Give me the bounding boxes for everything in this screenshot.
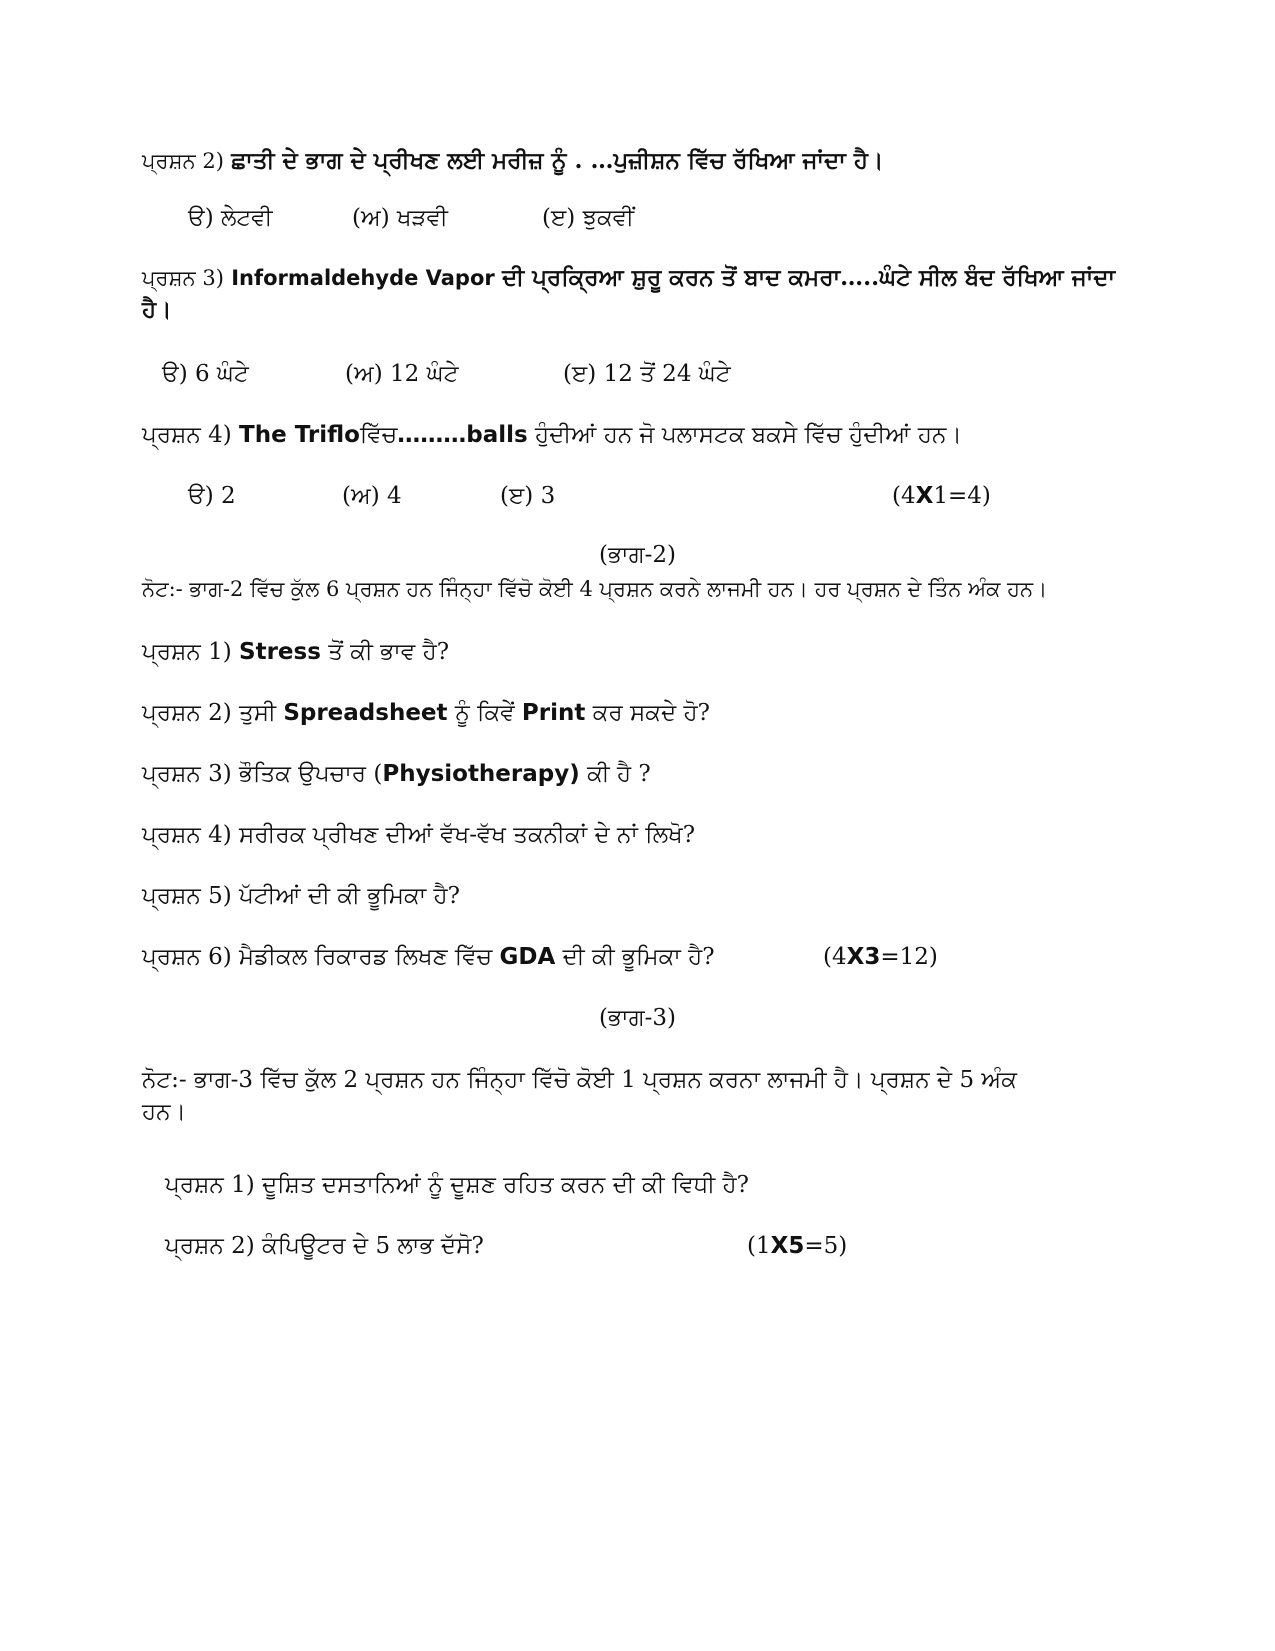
question-2 — [165, 1231, 484, 1261]
question-text: ਦੀ ਕੀ ਭੂਮਿਕਾ ਹੈ? — [562, 944, 715, 970]
option-b: (ਅ) 12 ਘੰਟੇ — [345, 361, 459, 387]
question-number: ਪ੍ਰਸ਼ਨ 4) — [142, 422, 232, 448]
question-pre: ਮੈਡੀਕਲ ਰਿਕਾਰਡ ਲਿਖਣ ਵਿੱਚ — [239, 944, 493, 970]
question-text: ਕੀ ਹੈ ? — [587, 761, 651, 787]
marks-part-3 — [747, 1231, 847, 1261]
option-b: (ਅ) ਖੜਵੀ — [352, 205, 448, 231]
question-text: ਹੁੰਦੀਆਂ ਹਨ ਜੋ ਪਲਾਸਟਕ ਬਕਸੇ ਵਿੱਚ ਹੁੰਦੀਆਂ ਹਨ। — [535, 422, 962, 448]
question-2 — [142, 698, 710, 728]
question-pre: ਭੌਤਿਕ ਉਪਚਾਰ ( — [239, 761, 383, 787]
marks-prefix: (1 — [747, 1233, 771, 1259]
question-number: ਪ੍ਰਸ਼ਨ 3) — [142, 266, 224, 290]
question-1 — [142, 637, 449, 667]
option-a: ੳ) 2 — [188, 483, 236, 509]
question-4 — [142, 420, 962, 450]
question-text: ਕਰ ਸਕਦੇ ਹੋ? — [592, 700, 710, 726]
question-3 — [142, 759, 651, 789]
question-blank: ………balls — [397, 422, 528, 448]
marks-prefix: (4 — [892, 483, 916, 509]
section-note-part-3: ਨੋਟ:- ਭਾਗ-3 ਵਿੱਚ ਕੁੱਲ 2 ਪ੍ਰਸ਼ਨ ਹਨ ਜਿੰਨ੍ਹਾ ਵਿੱਚੋ ਕੋਈ 1 ਪ੍ਰਸ਼ਨ ਕਰਨਾ ਲਾਜਮੀ ਹੈ। ਪ੍ਰਸ਼ਨ ਦੇ 5 ਅੰਕ ਹਨ। — [142, 1067, 1017, 1125]
question-term: GDA — [499, 944, 556, 970]
question-mid: ਨੂੰ ਕਿਵੇਂ — [454, 700, 515, 726]
question-term-2: Print — [521, 700, 586, 726]
question-text: ਕੰਪਿਊਟਰ ਦੇ 5 ਲਾਭ ਦੱਸੋ? — [262, 1233, 484, 1259]
option-a: ੳ) ਲੇਟਵੀ — [188, 205, 273, 231]
marks-prefix: (4 — [823, 944, 847, 970]
question-3 — [142, 262, 1122, 326]
section-heading-part-3: (ਭਾਗ-3) — [598, 1005, 677, 1031]
question-term: Stress — [239, 639, 321, 665]
question-number: ਪ੍ਰਸ਼ਨ 6) — [142, 944, 232, 970]
option-c: (ੲ) ਝੁਕਵੀਂ — [542, 205, 635, 231]
question-6 — [142, 942, 715, 972]
question-number: ਪ੍ਰਸ਼ਨ 5) — [142, 883, 232, 909]
question-1 — [165, 1170, 749, 1200]
question-text: ਸਰੀਰਕ ਪ੍ਰੀਖਣ ਦੀਆਂ ਵੱਖ-ਵੱਖ ਤਕਨੀਕਾਂ ਦੇ ਨਾਂ ਲਿਖੋ? — [239, 822, 696, 848]
question-pre: ਤੁਸੀ — [239, 700, 276, 726]
question-number: ਪ੍ਰਸ਼ਨ 2) — [142, 149, 224, 173]
marks-times: X3 — [846, 944, 881, 970]
question-text: ਦੂਸ਼ਿਤ ਦਸਤਾਨਿਆਂ ਨੂੰ ਦੂਸ਼ਣ ਰਹਿਤ ਕਰਨ ਦੀ ਕੀ ਵਿਧੀ ਹੈ? — [262, 1172, 749, 1198]
question-number: ਪ੍ਰਸ਼ਨ 2) — [142, 700, 232, 726]
question-text: ਤੋਂ ਕੀ ਭਾਵ ਹੈ? — [328, 639, 450, 665]
question-term: Informaldehyde Vapor — [231, 266, 495, 290]
section-heading-part-2: (ਭਾਗ-2) — [598, 542, 677, 568]
question-number: ਪ੍ਰਸ਼ਨ 4) — [142, 822, 232, 848]
marks-part-1 — [892, 481, 991, 511]
question-term: Spreadsheet — [283, 700, 448, 726]
option-c: (ੲ) 12 ਤੋਂ 24 ਘੰਟੇ — [563, 361, 731, 387]
question-number: ਪ੍ਰਸ਼ਨ 3) — [142, 761, 232, 787]
marks-suffix: =12) — [880, 944, 938, 970]
question-text: ਛਾਤੀ ਦੇ ਭਾਗ ਦੇ ਪ੍ਰੀਖਣ ਲਈ ਮਰੀਜ਼ ਨੂੰ . …ਪੁਜ਼ੀਸ਼ਨ ਵਿੱਚ ਰੱਖਿਆ ਜਾਂਦਾ ਹੈ। — [231, 147, 884, 174]
section-note-part-2: ਨੋਟ:- ਭਾਗ-2 ਵਿੱਚ ਕੁੱਲ 6 ਪ੍ਰਸ਼ਨ ਹਨ ਜਿੰਨ੍ਹਾ ਵਿੱਚੋ ਕੋਈ 4 ਪ੍ਰਸ਼ਨ ਕਰਨੇ ਲਾਜਮੀ ਹਨ। ਹਰ ਪ੍ਰਸ਼ਨ ਦੇ ਤਿੰਨ ਅੰਕ ਹਨ। — [142, 577, 1048, 601]
question-text: ਦੀ ਪ੍ਰਕ੍ਰਿਆ ਸ਼ੁਰੂ ਕਰਨ ਤੋਂ ਬਾਦ ਕਮਰਾ…..ਘੰਟੇ ਸੀਲ ਬੰਦ ਰੱਖਿਆ ਜਾਂਦਾ ਹੈ। — [142, 264, 1116, 323]
marks-suffix: 1=4) — [933, 483, 991, 509]
question-number: ਪ੍ਰਸ਼ਨ 1) — [165, 1172, 255, 1198]
question-term: The Triflo — [239, 422, 360, 448]
question-number: ਪ੍ਰਸ਼ਨ 1) — [142, 639, 232, 665]
option-a: ੳ) 6 ਘੰਟੇ — [162, 361, 249, 387]
question-4 — [142, 820, 695, 850]
marks-part-2 — [823, 942, 938, 972]
question-5 — [142, 881, 460, 911]
marks-times: X — [915, 483, 934, 509]
option-b: (ਅ) 4 — [342, 483, 402, 509]
question-term: Physiotherapy) — [382, 761, 580, 787]
question-number: ਪ੍ਰਸ਼ਨ 2) — [165, 1233, 255, 1259]
question-text: ਪੱਟੀਆਂ ਦੀ ਕੀ ਭੂਮਿਕਾ ਹੈ? — [239, 883, 460, 909]
marks-times: X5 — [770, 1233, 805, 1259]
option-c: (ੲ) 3 — [500, 483, 556, 509]
question-mid: ਵਿੱਚ — [359, 422, 398, 448]
question-2 — [142, 146, 883, 176]
marks-suffix: =5) — [804, 1233, 848, 1259]
